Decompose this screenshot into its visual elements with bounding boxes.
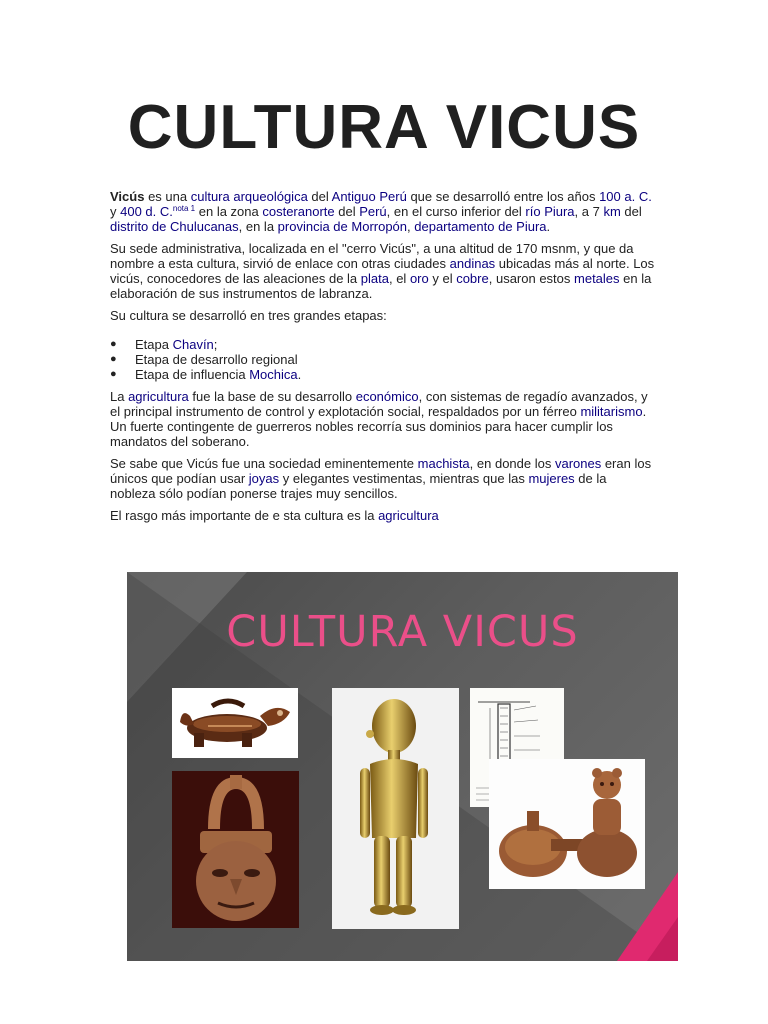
- term-vicus: Vicús: [110, 189, 145, 204]
- text: . Un fuerte contingente de guerreros nobles recorría sus dominios para hacer cumplir los mandatos del soberano.: [110, 404, 647, 449]
- bullet-icon: ●: [110, 338, 117, 350]
- link-chavin[interactable]: Chavín: [172, 337, 214, 352]
- link-distrito-chulucanas[interactable]: distrito de Chulucanas: [110, 219, 239, 234]
- text: El rasgo más importante de e sta cultura es la: [110, 508, 379, 523]
- link-provincia-morropon[interactable]: provincia de Morropón: [277, 219, 408, 234]
- text: Su sede administrativa, localizada en el "cerro Vicús", a una altitud de 170 msnm, y que da nombre a esta cultura, sirvió de enlace con otras ciudades: [110, 241, 634, 271]
- text: de la nobleza sólo podían ponerse trajes muy sencillos.: [110, 471, 607, 501]
- link-plata[interactable]: plata: [360, 271, 389, 286]
- page-title: CULTURA VICUS: [127, 93, 641, 162]
- link-cultura-arqueologica[interactable]: cultura arqueológica: [190, 189, 308, 204]
- link-rio-piura[interactable]: río Piura: [525, 204, 575, 219]
- link-100-ac[interactable]: 100 a. C.: [599, 189, 652, 204]
- text: , en donde los: [469, 456, 555, 471]
- link-agricultura[interactable]: agricultura: [128, 389, 189, 404]
- etapas-list: [110, 337, 655, 382]
- link-km[interactable]: km: [603, 204, 621, 219]
- gold-figurine-photo: [332, 688, 459, 929]
- text: .: [546, 219, 551, 234]
- text: ubicadas más al norte. Los vicús, conocedores de las aleaciones de la: [110, 256, 655, 286]
- text: que se desarrolló entre los años: [406, 189, 600, 204]
- paragraph-rasgo: [110, 508, 655, 523]
- text: ,: [407, 219, 415, 234]
- stirrup-head-vessel-photo: [172, 771, 299, 928]
- paragraph-sede: [110, 241, 655, 301]
- footnote-link-nota-1[interactable]: nota 1: [172, 204, 196, 213]
- text: en la elaboración de sus instrumentos de labranza.: [110, 271, 652, 301]
- link-joyas[interactable]: joyas: [248, 471, 280, 486]
- text: .: [297, 367, 302, 382]
- link-antiguo-peru[interactable]: Antiguo Perú: [331, 189, 407, 204]
- bullet-icon: ●: [110, 353, 117, 365]
- paragraph-sociedad: [110, 456, 655, 501]
- double-vessel-figure-photo: [489, 759, 645, 889]
- article-body: [110, 189, 655, 530]
- text: del: [620, 204, 642, 219]
- text: , en el curso inferior del: [386, 204, 526, 219]
- slide-title: CULTURA VICUS: [226, 607, 579, 657]
- paragraph-intro: [110, 189, 655, 234]
- text: del: [334, 204, 360, 219]
- text: eran los únicos que podían usar: [110, 456, 652, 486]
- text: del: [307, 189, 332, 204]
- link-economico[interactable]: económico: [355, 389, 419, 404]
- link-departamento-piura[interactable]: departamento de Piura: [414, 219, 547, 234]
- link-cobre[interactable]: cobre: [456, 271, 489, 286]
- list-item: [110, 352, 655, 367]
- text: Se sabe que Vicús fue una sociedad eminentemente: [110, 456, 418, 471]
- link-andinas[interactable]: andinas: [449, 256, 496, 271]
- link-costeranorte[interactable]: costeranorte: [262, 204, 335, 219]
- link-varones[interactable]: varones: [554, 456, 602, 471]
- paragraph-etapas: Su cultura se desarrolló en tres grandes etapas:: [110, 308, 387, 323]
- link-oro[interactable]: oro: [409, 271, 429, 286]
- text: fue la base de su desarrollo: [188, 389, 356, 404]
- paragraph-agricultura: [110, 389, 655, 449]
- text: y el: [428, 271, 457, 286]
- text: es una: [144, 189, 191, 204]
- text: , en la: [238, 219, 278, 234]
- text: , el: [388, 271, 410, 286]
- link-400-dc[interactable]: 400 d. C.: [120, 204, 173, 219]
- text: , con sistemas de regadío avanzados, y el principal instrumento de control y explotación social, respaldados por un férreo: [110, 389, 648, 419]
- bullet-icon: ●: [110, 368, 117, 380]
- ceramic-animal-vessel-photo: [172, 688, 298, 758]
- link-mujeres[interactable]: mujeres: [528, 471, 575, 486]
- text: Etapa de influencia: [135, 367, 250, 382]
- text: , usaron estos: [488, 271, 575, 286]
- text: y elegantes vestimentas, mientras que las: [279, 471, 529, 486]
- text: La: [110, 389, 129, 404]
- text: y: [110, 204, 121, 219]
- text: Etapa: [135, 337, 173, 352]
- link-militarismo[interactable]: militarismo: [580, 404, 643, 419]
- list-item: [110, 337, 655, 352]
- link-metales[interactable]: metales: [574, 271, 620, 286]
- link-machista[interactable]: machista: [417, 456, 470, 471]
- slide-image: [127, 572, 678, 961]
- link-mochica[interactable]: Mochica: [249, 367, 298, 382]
- link-peru[interactable]: Perú: [359, 204, 387, 219]
- text: Etapa de desarrollo regional: [135, 352, 298, 367]
- list-item: [110, 367, 655, 382]
- link-agricultura-2[interactable]: agricultura: [378, 508, 439, 523]
- text: , a 7: [574, 204, 604, 219]
- text: ;: [213, 337, 218, 352]
- text: en la zona: [195, 204, 263, 219]
